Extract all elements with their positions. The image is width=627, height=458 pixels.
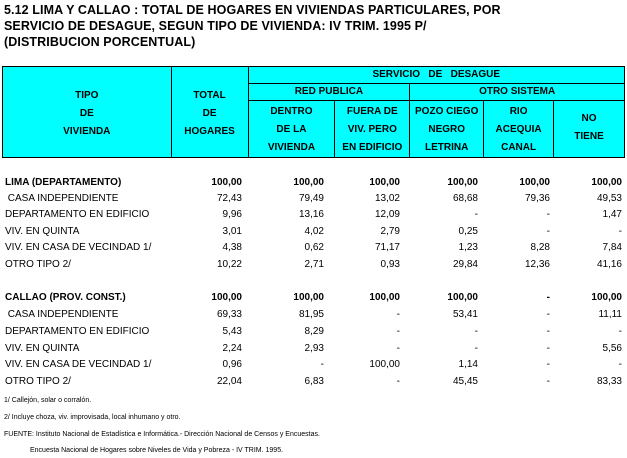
table-cell: 5,56 <box>602 343 622 354</box>
table-cell: - <box>546 343 550 354</box>
table-cell: 13,16 <box>298 209 324 220</box>
table-cell: 5,43 <box>222 326 242 337</box>
row-label: OTRO TIPO 2/ <box>5 376 71 387</box>
table-cell: 100,00 <box>211 177 242 188</box>
table-cell: 81,95 <box>298 309 324 320</box>
row-label: OTRO TIPO 2/ <box>5 259 71 270</box>
table-cell: 11,11 <box>598 309 622 320</box>
header-total-hogares: TOTAL DE HOGARES <box>171 67 248 158</box>
table-cell: - <box>396 309 400 320</box>
header-dentro-vivienda: DENTRO DE LA VIVIENDA <box>248 101 335 158</box>
header-rio-acequia: RIO ACEQUIA CANAL <box>484 101 554 158</box>
table-header <box>2 66 625 158</box>
table-cell: 100,00 <box>447 292 478 303</box>
row-label: CASA INDEPENDIENTE <box>5 309 119 320</box>
header-otro-sistema: OTRO SISTEMA <box>410 84 625 101</box>
footnote-1: 1/ Callejón, solar o corralón. <box>4 397 92 404</box>
row-label: VIV. EN QUINTA <box>5 226 80 237</box>
table-cell: 49,53 <box>596 193 622 204</box>
table-cell: 41,16 <box>596 259 622 270</box>
table-cell: 1,47 <box>602 209 622 220</box>
table-cell: 12,09 <box>374 209 400 220</box>
table-cell: 100,00 <box>369 177 400 188</box>
section-label: CALLAO (PROV. CONST.) <box>5 292 126 303</box>
row-label: CASA INDEPENDIENTE <box>5 193 119 204</box>
table-cell: 71,17 <box>374 242 400 253</box>
table-cell: 68,68 <box>452 193 478 204</box>
table-cell: - <box>474 326 478 337</box>
table-cell: 100,00 <box>591 292 622 303</box>
table-cell: 0,96 <box>222 359 242 370</box>
table-cell: 29,84 <box>452 259 478 270</box>
row-label: DEPARTAMENTO EN EDIFICIO <box>5 326 150 337</box>
table-title <box>4 2 501 50</box>
table-cell: - <box>618 226 622 237</box>
table-cell: - <box>546 209 550 220</box>
row-label: DEPARTAMENTO EN EDIFICIO <box>5 209 150 220</box>
header-servicio-desague: SERVICIO DE DESAGUE <box>248 67 625 84</box>
section-label: LIMA (DEPARTAMENTO) <box>5 177 122 188</box>
table-cell: 7,84 <box>602 242 622 253</box>
row-label: VIV. EN QUINTA <box>5 343 80 354</box>
table-cell: 0,93 <box>380 259 400 270</box>
table-cell: 4,02 <box>304 226 324 237</box>
table-cell: 2,93 <box>304 343 324 354</box>
table-cell: 9,96 <box>222 209 242 220</box>
table-cell: - <box>546 376 550 387</box>
table-cell: - <box>396 343 400 354</box>
table-cell: 79,36 <box>524 193 550 204</box>
table-cell: 8,29 <box>304 326 324 337</box>
table-cell: 100,00 <box>293 292 324 303</box>
table-cell: 2,79 <box>380 226 400 237</box>
table-cell: 1,23 <box>458 242 478 253</box>
table-cell: - <box>546 326 550 337</box>
table-cell: - <box>474 209 478 220</box>
table-cell: - <box>396 326 400 337</box>
table-cell: 6,83 <box>304 376 324 387</box>
table-cell: 45,45 <box>452 376 478 387</box>
table-cell: 53,41 <box>452 309 478 320</box>
table-cell: 100,00 <box>293 177 324 188</box>
table-cell: 4,38 <box>222 242 242 253</box>
table-cell: 100,00 <box>519 177 550 188</box>
table-cell: - <box>474 343 478 354</box>
table-cell: 10,22 <box>216 259 242 270</box>
table-cell: - <box>396 376 400 387</box>
table-cell: 2,71 <box>304 259 324 270</box>
footnote-source: FUENTE: Instituto Nacional de Estadística e Informática.- Dirección Nacional de Censos y Encuestas. <box>4 431 320 438</box>
table-cell: - <box>546 359 550 370</box>
table-cell: - <box>546 292 550 303</box>
header-tipo-vivienda: TIPO DE VIVIENDA <box>3 67 172 158</box>
header-red-publica: RED PUBLICA <box>248 84 410 101</box>
table-cell: - <box>320 359 324 370</box>
table-cell: 100,00 <box>447 177 478 188</box>
table-cell: - <box>618 326 622 337</box>
table-cell: 100,00 <box>591 177 622 188</box>
table-cell: - <box>546 309 550 320</box>
title-line-3: (DISTRIBUCION PORCENTUAL) <box>4 35 196 49</box>
title-line-1: 5.12 LIMA Y CALLAO : TOTAL DE HOGARES EN VIVIENDAS PARTICULARES, POR <box>4 3 501 17</box>
table-cell: 2,24 <box>222 343 242 354</box>
table-cell: 8,28 <box>530 242 550 253</box>
table-cell: 22,04 <box>216 376 242 387</box>
table-cell: 100,00 <box>211 292 242 303</box>
table-cell: 12,36 <box>524 259 550 270</box>
table-cell: 72,43 <box>216 193 242 204</box>
table-cell: 3,01 <box>222 226 242 237</box>
title-line-2: SERVICIO DE DESAGUE, SEGUN TIPO DE VIVIENDA: IV TRIM. 1995 P/ <box>4 19 427 33</box>
header-fuera-vivienda: FUERA DE VIV. PERO EN EDIFICIO <box>335 101 410 158</box>
table-cell: 1,14 <box>458 359 478 370</box>
table-cell: 69,33 <box>216 309 242 320</box>
table-cell: 13,02 <box>374 193 400 204</box>
row-label: VIV. EN CASA DE VECINDAD 1/ <box>5 359 152 370</box>
footnote-survey: Encuesta Nacional de Hogares sobre Niveles de Vida y Pobreza - IV TRIM. 1995. <box>30 447 284 454</box>
footnote-2: 2/ Incluye choza, viv. improvisada, local inhumano y otro. <box>4 414 181 421</box>
table-cell: 83,33 <box>596 376 622 387</box>
table-cell: 0,62 <box>304 242 324 253</box>
table-cell: 79,49 <box>298 193 324 204</box>
table-cell: - <box>618 359 622 370</box>
table-cell: 0,25 <box>458 226 478 237</box>
table-cell: 100,00 <box>369 359 400 370</box>
row-label: VIV. EN CASA DE VECINDAD 1/ <box>5 242 152 253</box>
table-cell: 100,00 <box>369 292 400 303</box>
table-cell: - <box>546 226 550 237</box>
header-no-tiene: NO TIENE <box>554 101 625 158</box>
header-pozo-ciego: POZO CIEGO NEGRO LETRINA <box>410 101 484 158</box>
